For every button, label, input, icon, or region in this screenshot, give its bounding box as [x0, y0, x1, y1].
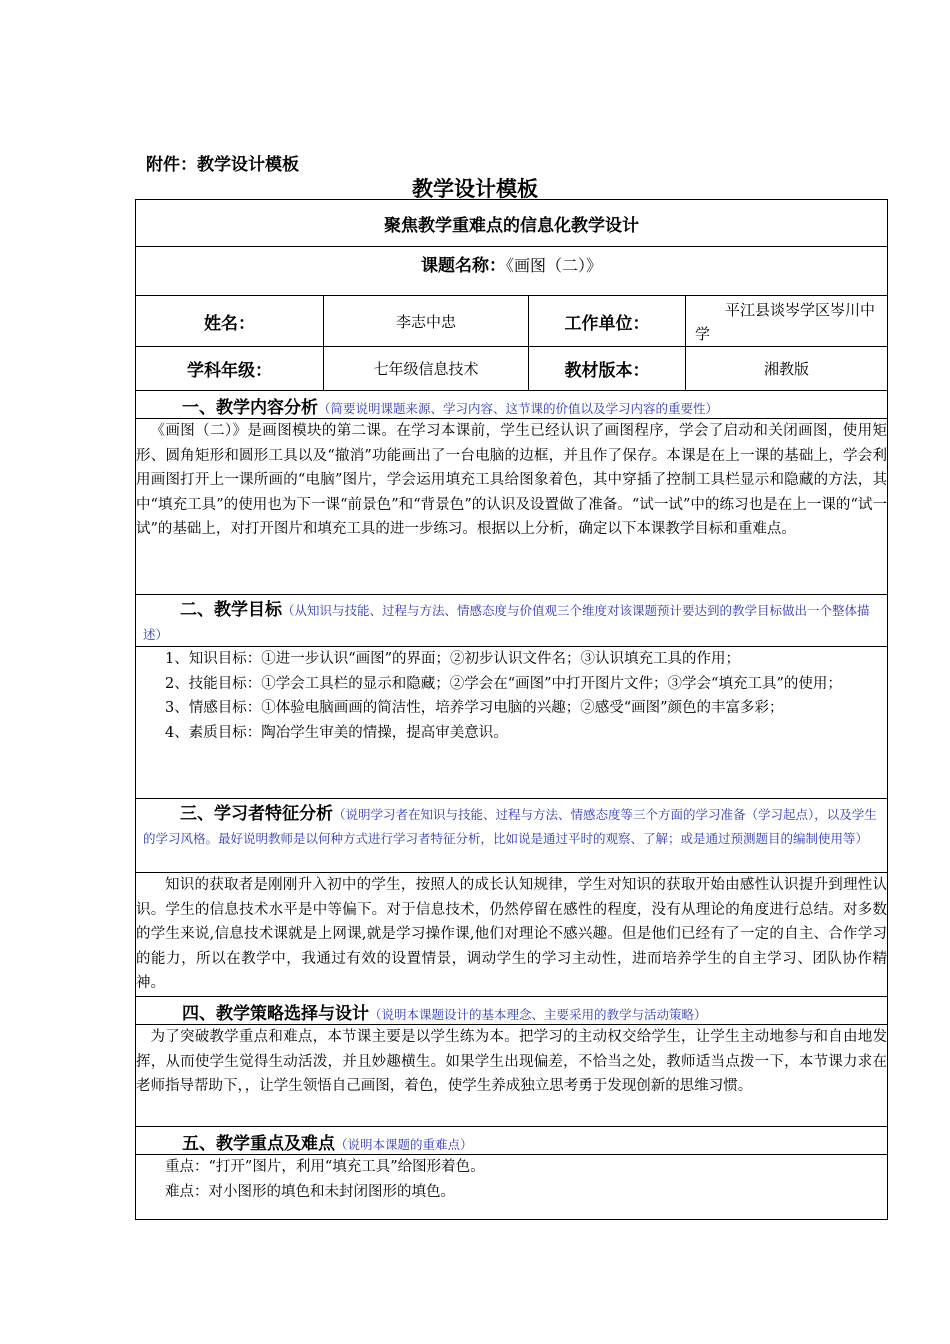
section-keypoints-body [136, 1155, 888, 1220]
section-note: （说明学习者在知识与技能、过程与方法、情感态度等三个方面的学习准备（学习起点），以及学生的学习风格。最好说明教师是以何种方式进行学习者特征分析，比如说是通过平时的观察、了解；或是通过预测题目的编制使用等） [143, 807, 877, 846]
form-main-title: 聚焦教学重难点的信息化教学设计 [136, 200, 888, 247]
document-title: 教学设计模板 [412, 177, 538, 201]
section-heading: 四、教学策略选择与设计 [182, 1004, 369, 1024]
unit-label: 工作单位： [529, 296, 686, 347]
section-content-analysis-body [136, 419, 888, 595]
section-note: （说明本课题的重难点） [335, 1137, 473, 1152]
edition-label: 教材版本： [529, 347, 686, 391]
section-heading: 五、教学重点及难点 [182, 1134, 335, 1154]
section-paragraph: 4、素质目标：陶冶学生审美的情操，提高审美意识。 [165, 724, 508, 741]
edition-value: 湘教版 [686, 347, 888, 391]
attachment-label: 附件：教学设计模板 [146, 155, 299, 175]
section-learner-header [136, 799, 888, 873]
section-learner-body [136, 873, 888, 997]
section-note: （说明本课题设计的基本理念、主要采用的教学与活动策略） [369, 1007, 707, 1022]
section-keypoints-header [136, 1127, 888, 1155]
grade-value: 七年级信息技术 [324, 347, 529, 391]
grade-label: 学科年级： [136, 347, 324, 391]
section-objectives-body [136, 647, 888, 799]
section-note: （简要说明课题来源、学习内容、这节课的价值以及学习内容的重要性） [318, 401, 719, 416]
section-note: （从知识与技能、过程与方法、情感态度与价值观三个维度对该课题预计要达到的教学目标做出一个整体描述） [143, 603, 870, 642]
unit-value: 平江县谈岑学区岑川中学 [686, 296, 888, 347]
section-heading: 三、学习者特征分析 [180, 804, 333, 824]
lesson-title-row [136, 247, 888, 296]
section-paragraph: 知识的获取者是刚刚升入初中的学生，按照人的成长认知规律，学生对知识的获取开始由感性认识提升到理性认识。学生的信息技术水平是中等偏下。对于信息技术，仍然停留在感性的程度，没有从理论的角度进行总结。对多数的学生来说,信息技术课就是上网课,就是学习操作课,他们对理论不感兴趣。但是他们已经有了一定的自主、合作学习的能力，所以在教学中，我通过有效的设置情景，调动学生的学习主动性，进而培养学生的自主学习、团队协作精神。 [136, 877, 887, 991]
section-paragraph: 难点：对小图形的填色和未封闭图形的填色。 [165, 1183, 455, 1200]
section-strategy-body [136, 1025, 888, 1127]
section-paragraph: 重点：“打开”图片，利用“填充工具”给图形着色。 [165, 1159, 485, 1175]
section-heading: 二、教学目标 [180, 600, 282, 620]
name-value: 李志中忠 [324, 296, 529, 347]
section-paragraph: 1、知识目标：①进一步认识“画图”的界面；②初步认识文件名；③认识填充工具的作用； [165, 651, 741, 667]
section-paragraph: 为了突破教学重点和难点，本节课主要是以学生练为本。把学习的主动权交给学生，让学生主动地参与和自由地发挥，从而使学生觉得生动活泼，并且妙趣横生。如果学生出现偏差，不恰当之处，教师适当点拨一下，本节课力求在老师指导帮助下，，让学生领悟自己画图，着色，使学生养成独立思考勇于发现创新的思维习惯。 [136, 1029, 887, 1094]
section-strategy-header [136, 997, 888, 1025]
section-paragraph: 3、情感目标：①体验电脑画画的简洁性，培养学习电脑的兴趣；②感受“画图”颜色的丰富多彩； [165, 700, 784, 716]
section-content-analysis-header [136, 391, 888, 419]
section-paragraph: 2、技能目标：①学会工具栏的显示和隐藏；②学会在“画图”中打开图片文件；③学会“填充工具”的使用； [165, 675, 842, 692]
name-label: 姓名： [136, 296, 324, 347]
section-paragraph: 《画图（二）》是画图模块的第二课。在学习本课前，学生已经认识了画图程序，学会了启动和关闭画图，使用矩形、圆角矩形和圆形工具以及“撤消”功能画出了一台电脑的边框，并且作了保存。本课是在上一课的基础上，学会利用画图打开上一课所画的“电脑”图片，学会运用填充工具给图象着色，其中穿插了控制工具栏显示和隐藏的方法，其中“填充工具”的使用也为下一课“前景色”和“背景色”的认识及设置做了准备。“试一试”中的练习也是在上一课的“试一试”的基础上，对打开图片和填充工具的进一步练习。根据以上分析，确定以下本课教学目标和重难点。 [136, 423, 887, 537]
section-objectives-header [136, 595, 888, 647]
lesson-name: 《画图（二）》 [505, 256, 602, 275]
lesson-label: 课题名称： [420, 256, 506, 276]
section-heading: 一、教学内容分析 [182, 398, 318, 418]
lesson-design-form [135, 199, 888, 1220]
